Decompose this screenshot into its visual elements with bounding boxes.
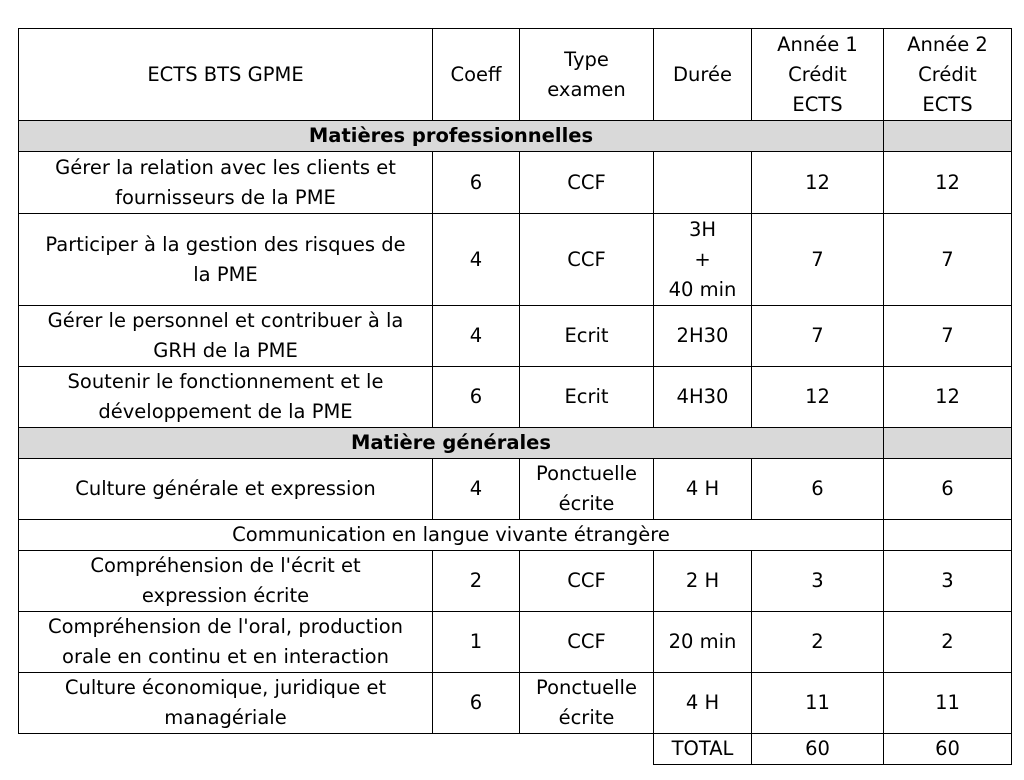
subject-cell: Participer à la gestion des risques de la PME: [19, 214, 433, 306]
header-row: [19, 29, 1012, 121]
header-annee2: Année 2 Crédit ECTS: [884, 29, 1012, 121]
duree-cell: 20 min: [654, 612, 752, 673]
total-label: TOTAL: [654, 734, 752, 765]
section-row-generales: [19, 428, 1012, 459]
annee2-cell: 7: [884, 214, 1012, 306]
section-generales: Matière générales: [19, 428, 884, 459]
table-row: [19, 612, 1012, 673]
duree-cell: 4 H: [654, 673, 752, 734]
annee1-cell: 11: [752, 673, 884, 734]
coeff-cell: 2: [433, 551, 520, 612]
coeff-cell: 4: [433, 306, 520, 367]
subject-cell: Soutenir le fonctionnement et le développement de la PME: [19, 367, 433, 428]
section-row-langue: [19, 520, 1012, 551]
total-annee1: 60: [752, 734, 884, 765]
annee1-cell: 12: [752, 152, 884, 214]
coeff-cell: 4: [433, 214, 520, 306]
section-row-professionnelles: [19, 121, 1012, 152]
header-annee1: Année 1 Crédit ECTS: [752, 29, 884, 121]
subject-cell: Gérer la relation avec les clients et fournisseurs de la PME: [19, 152, 433, 214]
annee2-cell: 2: [884, 612, 1012, 673]
annee1-cell: 7: [752, 214, 884, 306]
subject-cell: Compréhension de l'oral, production orale en continu et en interaction: [19, 612, 433, 673]
annee2-cell: 11: [884, 673, 1012, 734]
annee2-cell: 3: [884, 551, 1012, 612]
table-row: [19, 214, 1012, 306]
total-annee2: 60: [884, 734, 1012, 765]
annee2-cell: 12: [884, 367, 1012, 428]
coeff-cell: 6: [433, 367, 520, 428]
coeff-cell: 6: [433, 152, 520, 214]
type-cell: CCF: [520, 214, 654, 306]
coeff-cell: 1: [433, 612, 520, 673]
annee2-cell: 6: [884, 459, 1012, 520]
section-side-cell: [884, 121, 1012, 152]
coeff-cell: 6: [433, 673, 520, 734]
coeff-cell: 4: [433, 459, 520, 520]
annee1-cell: 12: [752, 367, 884, 428]
ects-table: [18, 28, 1012, 765]
section-side-cell: [884, 520, 1012, 551]
duree-cell: 4 H: [654, 459, 752, 520]
annee2-cell: 12: [884, 152, 1012, 214]
duree-cell: 4H30: [654, 367, 752, 428]
duree-cell: [654, 152, 752, 214]
table-title: ECTS BTS GPME: [19, 29, 433, 121]
annee1-cell: 6: [752, 459, 884, 520]
duree-cell: 3H + 40 min: [654, 214, 752, 306]
type-cell: CCF: [520, 152, 654, 214]
header-type-examen: Type examen: [520, 29, 654, 121]
subject-cell: Culture générale et expression: [19, 459, 433, 520]
subject-cell: Gérer le personnel et contribuer à la GRH de la PME: [19, 306, 433, 367]
header-duree: Durée: [654, 29, 752, 121]
header-coeff: Coeff: [433, 29, 520, 121]
table-row: [19, 551, 1012, 612]
type-cell: CCF: [520, 612, 654, 673]
annee1-cell: 2: [752, 612, 884, 673]
subject-cell: Culture économique, juridique et managériale: [19, 673, 433, 734]
total-spacer: [19, 734, 654, 765]
section-langue: Communication en langue vivante étrangère: [19, 520, 884, 551]
type-cell: CCF: [520, 551, 654, 612]
duree-cell: 2H30: [654, 306, 752, 367]
total-row: [19, 734, 1012, 765]
type-cell: Ecrit: [520, 367, 654, 428]
table-row: [19, 673, 1012, 734]
section-side-cell: [884, 428, 1012, 459]
table-row: [19, 152, 1012, 214]
type-cell: Ponctuelle écrite: [520, 673, 654, 734]
annee1-cell: 3: [752, 551, 884, 612]
type-cell: Ponctuelle écrite: [520, 459, 654, 520]
duree-cell: 2 H: [654, 551, 752, 612]
annee2-cell: 7: [884, 306, 1012, 367]
section-professionnelles: Matières professionnelles: [19, 121, 884, 152]
table-row: [19, 459, 1012, 520]
annee1-cell: 7: [752, 306, 884, 367]
table-row: [19, 306, 1012, 367]
type-cell: Ecrit: [520, 306, 654, 367]
subject-cell: Compréhension de l'écrit et expression écrite: [19, 551, 433, 612]
table-row: [19, 367, 1012, 428]
